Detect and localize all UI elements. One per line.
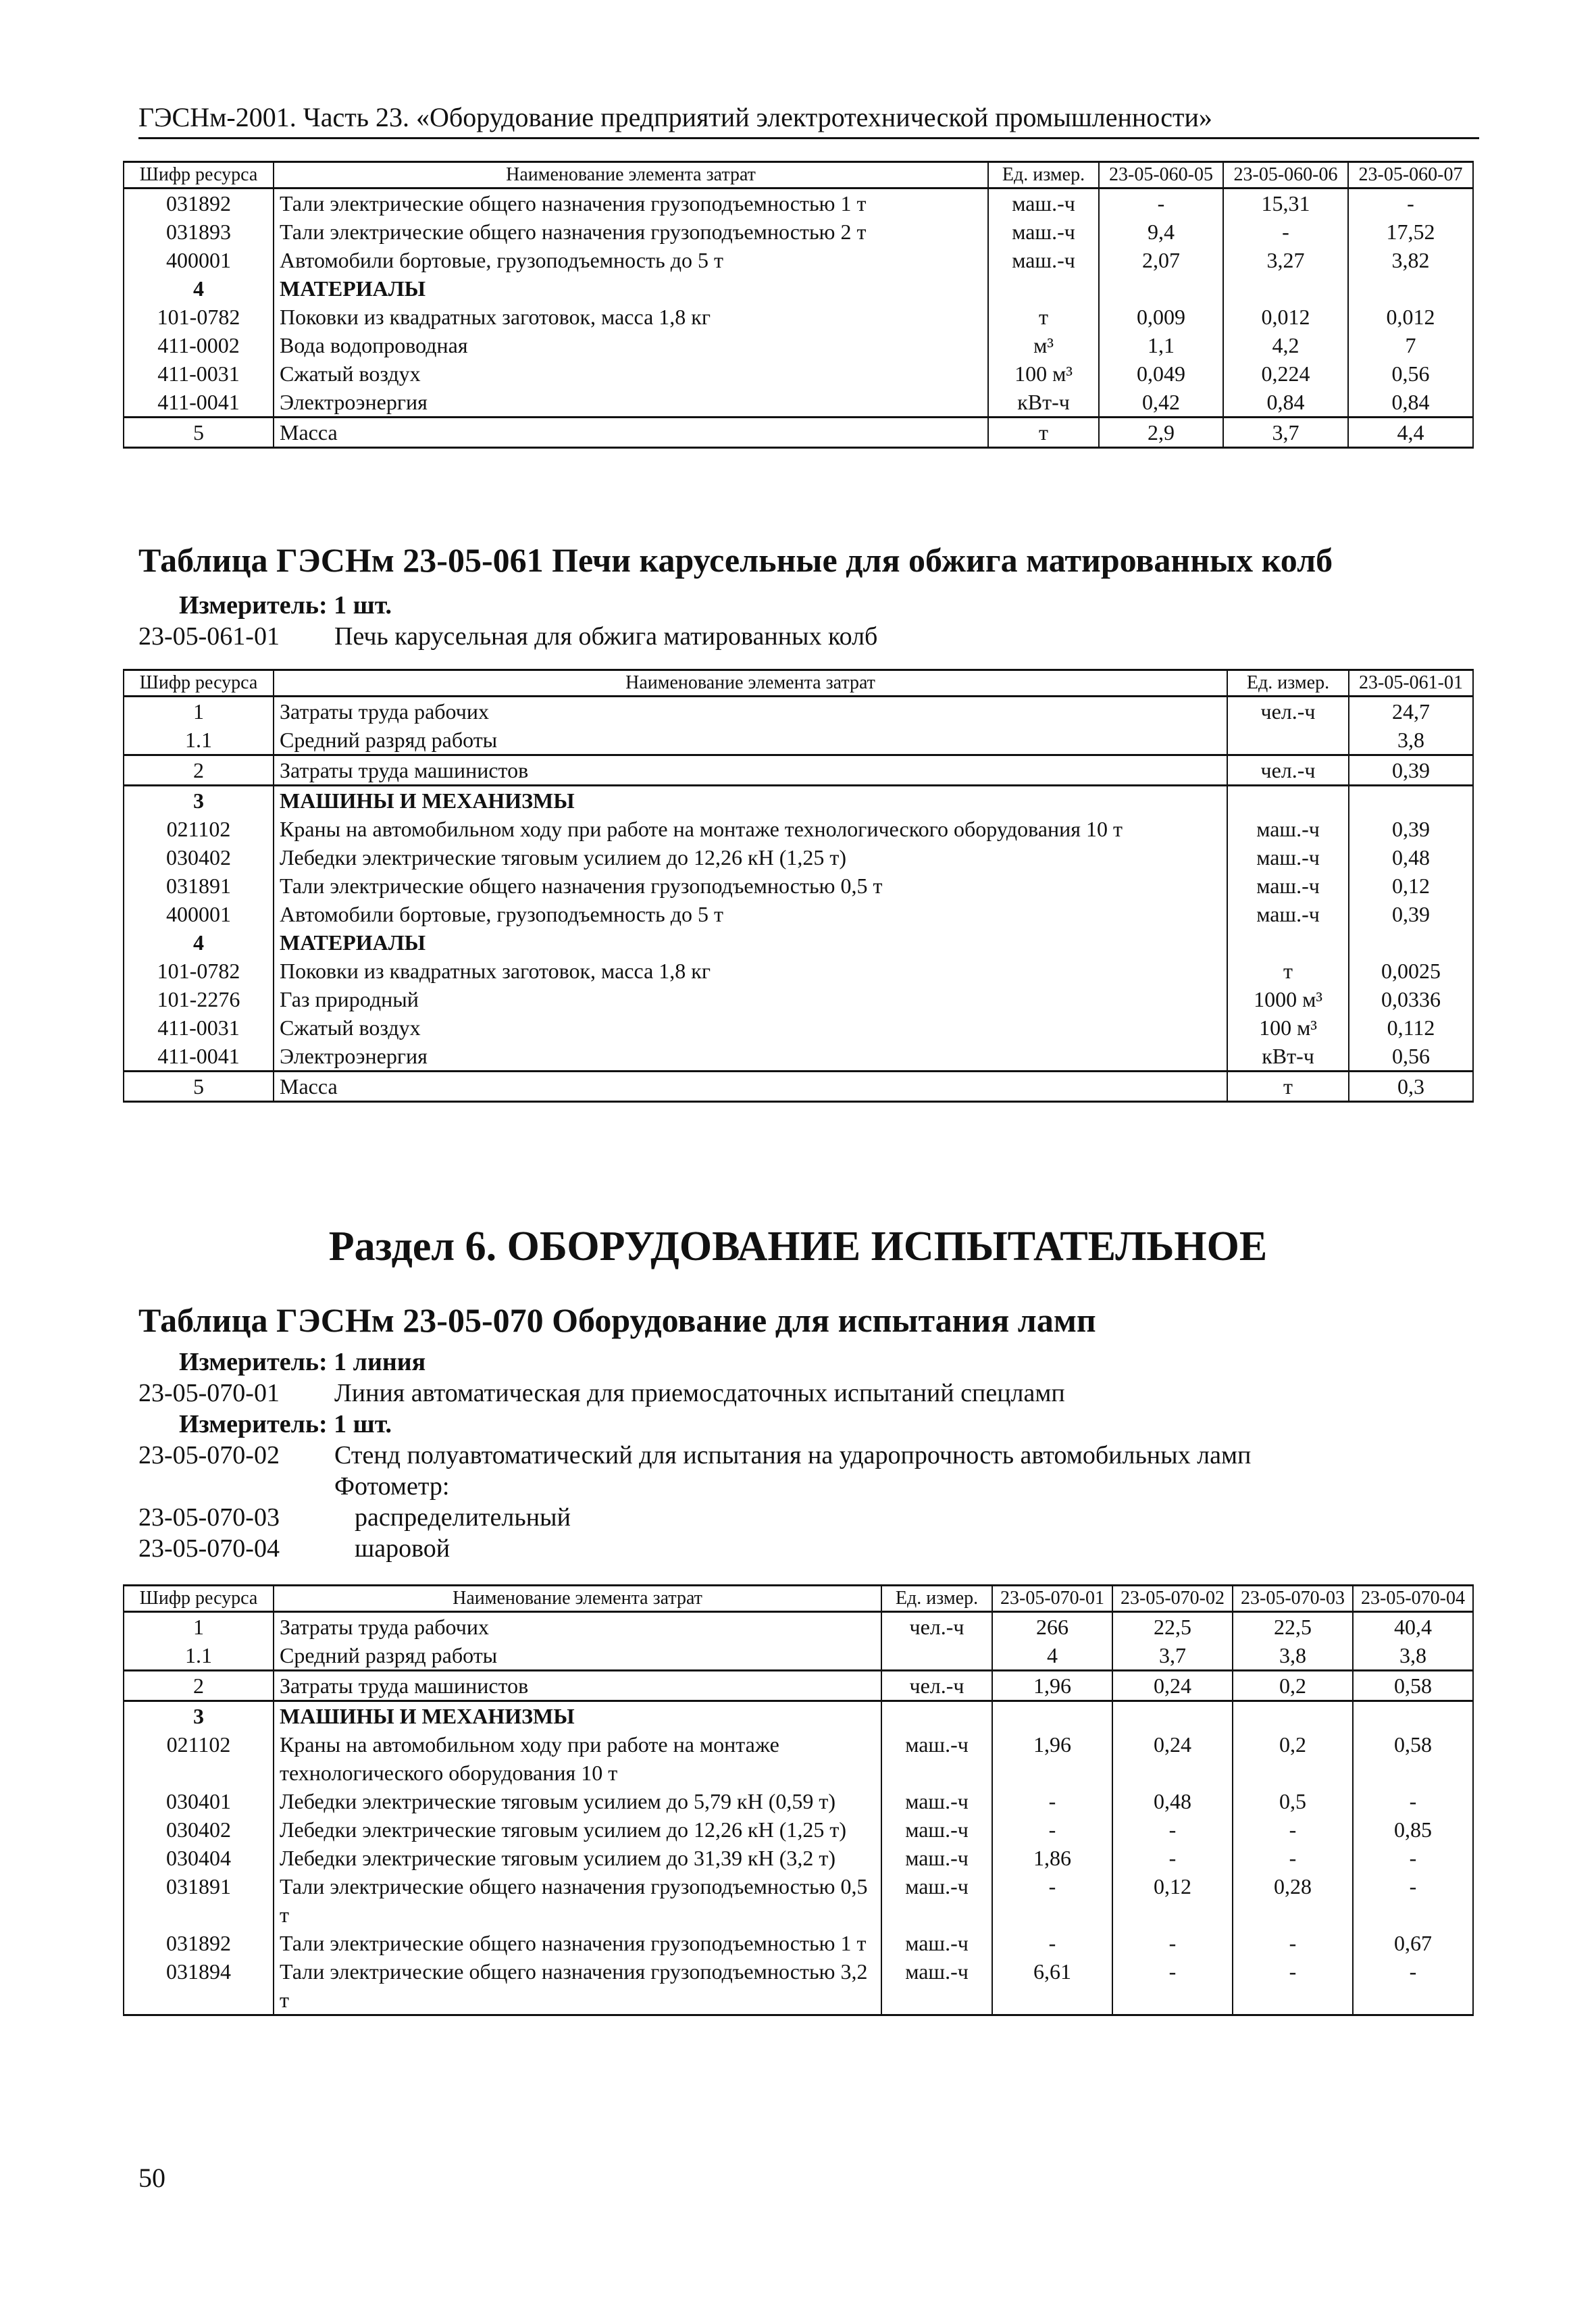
- cell-name: Лебедки электрические тяговым усилием до 5,79 кН (0,59 т): [274, 1787, 881, 1815]
- table-row: [124, 1787, 1473, 1815]
- col-header-code: Шифр ресурса: [124, 1586, 274, 1612]
- table-row: [124, 815, 1473, 843]
- cell-value: 0,56: [1348, 359, 1473, 388]
- table-row: [124, 843, 1473, 872]
- cell-value: 0,3: [1349, 1072, 1473, 1102]
- cell-unit: [881, 1701, 992, 1731]
- cell-value: [1349, 786, 1473, 815]
- item-text: Стенд полуавтоматический для испытания на ударопрочность автомобильных ламп: [334, 1441, 1252, 1469]
- table-row: [124, 726, 1473, 755]
- cell-value: -: [1233, 1815, 1353, 1844]
- col-header-unit: Ед. измер.: [1227, 670, 1349, 697]
- cell-value: 0,12: [1349, 872, 1473, 900]
- cell-value: -: [992, 1929, 1112, 1957]
- cell-value: -: [1233, 1929, 1353, 1957]
- cell-unit: маш.-ч: [1227, 843, 1349, 872]
- item-code: 23-05-070-02: [138, 1441, 280, 1469]
- cell-code: 101-2276: [124, 985, 274, 1013]
- item-code: 23-05-061-01: [138, 622, 280, 651]
- cell-value: 0,84: [1223, 388, 1348, 418]
- table-row: [124, 331, 1473, 359]
- cell-value: 4,4: [1348, 418, 1473, 448]
- col-header-name: Наименование элемента затрат: [274, 670, 1227, 697]
- cell-unit: т: [988, 303, 1099, 331]
- cell-unit: маш.-ч: [881, 1730, 992, 1787]
- item-text: распределительный: [355, 1503, 571, 1532]
- cell-value: 0,85: [1353, 1815, 1473, 1844]
- cell-code: 4: [124, 274, 274, 303]
- table-061: [123, 669, 1474, 1103]
- table-row: [124, 1701, 1473, 1731]
- cell-value: 1,1: [1099, 331, 1223, 359]
- table-070-meter-1: Измеритель: 1 линия: [179, 1348, 426, 1376]
- col-header-name: Наименование элемента затрат: [274, 162, 988, 188]
- section-heading: Раздел 6. ОБОРУДОВАНИЕ ИСПЫТАТЕЛЬНОЕ: [328, 1224, 1268, 1269]
- cell-name: Сжатый воздух: [274, 1013, 1227, 1042]
- cell-value: 0,56: [1349, 1042, 1473, 1072]
- table-row: [124, 1957, 1473, 2015]
- cell-value: [1223, 274, 1348, 303]
- cell-value: 0,48: [1112, 1787, 1233, 1815]
- cell-value: -: [1112, 1815, 1233, 1844]
- cell-name: Затраты труда рабочих: [274, 1612, 881, 1642]
- table-row: [124, 1013, 1473, 1042]
- cell-name: Поковки из квадратных заготовок, масса 1,8 кг: [274, 957, 1227, 985]
- table-row: [124, 1844, 1473, 1872]
- table-row: [124, 388, 1473, 418]
- table-row: [124, 1671, 1473, 1701]
- table-row: [124, 359, 1473, 388]
- item-code: 23-05-070-01: [138, 1379, 280, 1407]
- cell-name: Средний разряд работы: [274, 1641, 881, 1671]
- cell-value: 0,58: [1353, 1730, 1473, 1787]
- table-row: [124, 303, 1473, 331]
- cell-unit: маш.-ч: [988, 188, 1099, 218]
- table-row: [124, 188, 1473, 218]
- cell-code: 5: [124, 1072, 274, 1102]
- cell-code: 030402: [124, 843, 274, 872]
- cell-unit: маш.-ч: [1227, 815, 1349, 843]
- table-row: [124, 246, 1473, 274]
- cell-code: 3: [124, 786, 274, 815]
- table-row: [124, 1730, 1473, 1787]
- cell-value: [1099, 274, 1223, 303]
- cell-value: 3,27: [1223, 246, 1348, 274]
- cell-value: 0,42: [1099, 388, 1223, 418]
- cell-name: Тали электрические общего назначения грузоподъемностью 1 т: [274, 188, 988, 218]
- cell-unit: маш.-ч: [881, 1844, 992, 1872]
- col-header-unit: Ед. измер.: [881, 1586, 992, 1612]
- cell-value: 0,24: [1112, 1671, 1233, 1701]
- cell-code: 411-0041: [124, 388, 274, 418]
- cell-name: Тали электрические общего назначения грузоподъемностью 3,2 т: [274, 1957, 881, 2015]
- cell-name: МАШИНЫ И МЕХАНИЗМЫ: [274, 786, 1227, 815]
- cell-unit: 100 м³: [1227, 1013, 1349, 1042]
- cell-code: 021102: [124, 1730, 274, 1787]
- cell-unit: чел.-ч: [881, 1612, 992, 1642]
- cell-code: 411-0002: [124, 331, 274, 359]
- cell-value: 22,5: [1112, 1612, 1233, 1642]
- cell-value: -: [1353, 1787, 1473, 1815]
- table-061-item: [138, 622, 877, 651]
- cell-unit: маш.-ч: [881, 1929, 992, 1957]
- cell-name: МАТЕРИАЛЫ: [274, 274, 988, 303]
- cell-value: -: [1112, 1929, 1233, 1957]
- cell-unit: т: [988, 418, 1099, 448]
- cell-code: 400001: [124, 246, 274, 274]
- cell-value: 0,39: [1349, 900, 1473, 928]
- cell-value: 0,2: [1233, 1671, 1353, 1701]
- cell-value: 7: [1348, 331, 1473, 359]
- cell-name: Автомобили бортовые, грузоподъемность до 5 т: [274, 900, 1227, 928]
- cell-unit: кВт-ч: [1227, 1042, 1349, 1072]
- cell-value: [1112, 1701, 1233, 1731]
- table-row: [124, 274, 1473, 303]
- cell-name: Масса: [274, 1072, 1227, 1102]
- cell-code: 1.1: [124, 1641, 274, 1671]
- page-number: 50: [138, 2163, 165, 2193]
- cell-name: Электроэнергия: [274, 1042, 1227, 1072]
- cell-code: 411-0041: [124, 1042, 274, 1072]
- cell-value: [1353, 1701, 1473, 1731]
- col-header-rate: 23-05-070-04: [1353, 1586, 1473, 1612]
- cell-value: [1349, 928, 1473, 957]
- cell-value: [1233, 1701, 1353, 1731]
- cell-value: -: [1223, 218, 1348, 246]
- cell-code: 030404: [124, 1844, 274, 1872]
- page-header: ГЭСНм-2001. Часть 23. «Оборудование предприятий электротехнической промышленности»: [138, 101, 1479, 139]
- cell-value: 0,012: [1223, 303, 1348, 331]
- col-header-code: Шифр ресурса: [124, 670, 274, 697]
- cell-name: Тали электрические общего назначения грузоподъемностью 2 т: [274, 218, 988, 246]
- cell-value: 0,12: [1112, 1872, 1233, 1929]
- cell-unit: маш.-ч: [1227, 872, 1349, 900]
- cell-value: 0,84: [1348, 388, 1473, 418]
- table-row: [124, 1872, 1473, 1929]
- table-row: [124, 218, 1473, 246]
- table-070: [123, 1584, 1474, 2016]
- table-row: [124, 755, 1473, 786]
- cell-code: 030401: [124, 1787, 274, 1815]
- cell-unit: маш.-ч: [1227, 900, 1349, 928]
- table-row: [124, 1072, 1473, 1102]
- cell-unit: [988, 274, 1099, 303]
- cell-value: 0,39: [1349, 755, 1473, 786]
- photometer-label: [334, 1472, 449, 1501]
- table-row: [124, 418, 1473, 448]
- cell-name: Лебедки электрические тяговым усилием до 31,39 кН (3,2 т): [274, 1844, 881, 1872]
- table-060-continued: [123, 161, 1474, 449]
- table-row: [124, 928, 1473, 957]
- cell-name: Лебедки электрические тяговым усилием до 12,26 кН (1,25 т): [274, 1815, 881, 1844]
- table-070-item-4: [138, 1534, 450, 1563]
- col-header-name: Наименование элемента затрат: [274, 1586, 881, 1612]
- cell-name: Сжатый воздух: [274, 359, 988, 388]
- table-row: [124, 985, 1473, 1013]
- cell-name: Лебедки электрические тяговым усилием до 12,26 кН (1,25 т): [274, 843, 1227, 872]
- cell-unit: маш.-ч: [881, 1957, 992, 2015]
- cell-value: 0,48: [1349, 843, 1473, 872]
- cell-name: МАШИНЫ И МЕХАНИЗМЫ: [274, 1701, 881, 1731]
- cell-value: 3,8: [1353, 1641, 1473, 1671]
- col-header-code: Шифр ресурса: [124, 162, 274, 188]
- cell-unit: 1000 м³: [1227, 985, 1349, 1013]
- item-text: Печь карусельная для обжига матированных колб: [334, 622, 878, 651]
- cell-value: 0,28: [1233, 1872, 1353, 1929]
- cell-unit: маш.-ч: [988, 246, 1099, 274]
- cell-code: 411-0031: [124, 359, 274, 388]
- table-070-title: Таблица ГЭСНм 23-05-070 Оборудование для испытания ламп: [138, 1301, 1096, 1339]
- cell-value: 4,2: [1223, 331, 1348, 359]
- table-row: [124, 1815, 1473, 1844]
- cell-value: 3,8: [1349, 726, 1473, 755]
- cell-name: Краны на автомобильном ходу при работе на монтаже технологического оборудования 10 т: [274, 1730, 881, 1787]
- cell-unit: [1227, 726, 1349, 755]
- cell-value: 3,82: [1348, 246, 1473, 274]
- cell-unit: [1227, 928, 1349, 957]
- cell-value: -: [1099, 188, 1223, 218]
- table-row: [124, 900, 1473, 928]
- cell-value: [1348, 274, 1473, 303]
- cell-unit: чел.-ч: [1227, 755, 1349, 786]
- cell-value: -: [1112, 1957, 1233, 2015]
- cell-name: Средний разряд работы: [274, 726, 1227, 755]
- cell-value: -: [992, 1872, 1112, 1929]
- col-header-unit: Ед. измер.: [988, 162, 1099, 188]
- cell-value: 0,5: [1233, 1787, 1353, 1815]
- col-header-rate: 23-05-070-02: [1112, 1586, 1233, 1612]
- cell-code: 3: [124, 1701, 274, 1731]
- cell-code: 1.1: [124, 726, 274, 755]
- cell-unit: т: [1227, 957, 1349, 985]
- cell-value: 0,049: [1099, 359, 1223, 388]
- cell-value: 0,012: [1348, 303, 1473, 331]
- table-row: [124, 697, 1473, 726]
- table-row: [124, 1929, 1473, 1957]
- cell-value: 6,61: [992, 1957, 1112, 2015]
- cell-value: 0,2: [1233, 1730, 1353, 1787]
- cell-unit: маш.-ч: [881, 1787, 992, 1815]
- cell-value: -: [1112, 1844, 1233, 1872]
- cell-unit: т: [1227, 1072, 1349, 1102]
- cell-value: 0,112: [1349, 1013, 1473, 1042]
- cell-code: 031892: [124, 188, 274, 218]
- cell-value: [992, 1701, 1112, 1731]
- col-header-rate: 23-05-070-01: [992, 1586, 1112, 1612]
- item-code: 23-05-070-04: [138, 1534, 280, 1563]
- cell-code: 031894: [124, 1957, 274, 2015]
- table-061-title: Таблица ГЭСНм 23-05-061 Печи карусельные для обжига матированных колб: [138, 541, 1333, 579]
- cell-code: 1: [124, 1612, 274, 1642]
- cell-name: Электроэнергия: [274, 388, 988, 418]
- cell-name: Автомобили бортовые, грузоподъемность до 5 т: [274, 246, 988, 274]
- cell-code: 031892: [124, 1929, 274, 1957]
- cell-value: 0,39: [1349, 815, 1473, 843]
- cell-value: -: [1348, 188, 1473, 218]
- cell-value: 0,0025: [1349, 957, 1473, 985]
- cell-value: 3,8: [1233, 1641, 1353, 1671]
- cell-code: 400001: [124, 900, 274, 928]
- table-061-meter: Измеритель: 1 шт.: [179, 591, 392, 620]
- cell-value: 0,0336: [1349, 985, 1473, 1013]
- cell-value: 1,96: [992, 1671, 1112, 1701]
- cell-value: 0,009: [1099, 303, 1223, 331]
- cell-unit: [881, 1641, 992, 1671]
- table-row: [124, 786, 1473, 815]
- cell-value: 9,4: [1099, 218, 1223, 246]
- cell-code: 031893: [124, 218, 274, 246]
- table-070-item-2: [138, 1440, 1251, 1470]
- table-row: [124, 872, 1473, 900]
- cell-value: -: [1353, 1872, 1473, 1929]
- cell-value: 0,224: [1223, 359, 1348, 388]
- col-header-rate: 23-05-061-01: [1349, 670, 1473, 697]
- item-text: Линия автоматическая для приемосдаточных испытаний спецламп: [334, 1379, 1065, 1407]
- cell-value: 3,7: [1223, 418, 1348, 448]
- cell-value: 0,58: [1353, 1671, 1473, 1701]
- cell-unit: маш.-ч: [881, 1872, 992, 1929]
- cell-value: 2,9: [1099, 418, 1223, 448]
- cell-value: -: [1353, 1957, 1473, 2015]
- cell-name: Затраты труда рабочих: [274, 697, 1227, 726]
- cell-unit: чел.-ч: [881, 1671, 992, 1701]
- cell-code: 2: [124, 755, 274, 786]
- cell-name: Затраты труда машинистов: [274, 1671, 881, 1701]
- cell-value: 1,86: [992, 1844, 1112, 1872]
- cell-value: 4: [992, 1641, 1112, 1671]
- table-070-item-1: [138, 1378, 1065, 1408]
- photometer-text: Фотометр:: [334, 1472, 450, 1501]
- cell-name: Масса: [274, 418, 988, 448]
- table-row: [124, 1042, 1473, 1072]
- table-070-item-3: [138, 1503, 571, 1532]
- cell-value: -: [1353, 1844, 1473, 1872]
- table-row: [124, 957, 1473, 985]
- cell-unit: маш.-ч: [988, 218, 1099, 246]
- cell-name: Тали электрические общего назначения грузоподъемностью 0,5 т: [274, 1872, 881, 1929]
- col-header-rate: 23-05-060-07: [1348, 162, 1473, 188]
- table-row: [124, 1641, 1473, 1671]
- cell-name: Вода водопроводная: [274, 331, 988, 359]
- cell-code: 4: [124, 928, 274, 957]
- cell-value: -: [1233, 1957, 1353, 2015]
- col-header-rate: 23-05-070-03: [1233, 1586, 1353, 1612]
- cell-value: 0,67: [1353, 1929, 1473, 1957]
- cell-code: 1: [124, 697, 274, 726]
- cell-unit: чел.-ч: [1227, 697, 1349, 726]
- cell-value: -: [992, 1787, 1112, 1815]
- cell-unit: 100 м³: [988, 359, 1099, 388]
- cell-value: 22,5: [1233, 1612, 1353, 1642]
- item-text: шаровой: [355, 1534, 451, 1563]
- cell-name: МАТЕРИАЛЫ: [274, 928, 1227, 957]
- cell-code: 031891: [124, 1872, 274, 1929]
- cell-value: 2,07: [1099, 246, 1223, 274]
- cell-code: 030402: [124, 1815, 274, 1844]
- cell-value: 15,31: [1223, 188, 1348, 218]
- cell-value: -: [992, 1815, 1112, 1844]
- cell-code: 2: [124, 1671, 274, 1701]
- cell-unit: кВт-ч: [988, 388, 1099, 418]
- cell-value: 17,52: [1348, 218, 1473, 246]
- table-row: [124, 1612, 1473, 1642]
- item-code: 23-05-070-03: [138, 1503, 280, 1532]
- cell-name: Поковки из квадратных заготовок, масса 1,8 кг: [274, 303, 988, 331]
- cell-unit: маш.-ч: [881, 1815, 992, 1844]
- cell-value: 3,7: [1112, 1641, 1233, 1671]
- cell-value: -: [1233, 1844, 1353, 1872]
- cell-value: 24,7: [1349, 697, 1473, 726]
- cell-unit: [1227, 786, 1349, 815]
- cell-name: Краны на автомобильном ходу при работе на монтаже технологического оборудования 10 т: [274, 815, 1227, 843]
- cell-value: 40,4: [1353, 1612, 1473, 1642]
- cell-code: 5: [124, 418, 274, 448]
- cell-name: Тали электрические общего назначения грузоподъемностью 1 т: [274, 1929, 881, 1957]
- cell-code: 101-0782: [124, 957, 274, 985]
- col-header-rate: 23-05-060-06: [1223, 162, 1348, 188]
- cell-code: 411-0031: [124, 1013, 274, 1042]
- cell-code: 021102: [124, 815, 274, 843]
- table-070-meter-2: Измеритель: 1 шт.: [179, 1410, 392, 1438]
- cell-name: Затраты труда машинистов: [274, 755, 1227, 786]
- cell-code: 101-0782: [124, 303, 274, 331]
- col-header-rate: 23-05-060-05: [1099, 162, 1223, 188]
- cell-value: 1,96: [992, 1730, 1112, 1787]
- cell-name: Газ природный: [274, 985, 1227, 1013]
- cell-name: Тали электрические общего назначения грузоподъемностью 0,5 т: [274, 872, 1227, 900]
- cell-code: 031891: [124, 872, 274, 900]
- cell-unit: м³: [988, 331, 1099, 359]
- cell-value: 266: [992, 1612, 1112, 1642]
- cell-value: 0,24: [1112, 1730, 1233, 1787]
